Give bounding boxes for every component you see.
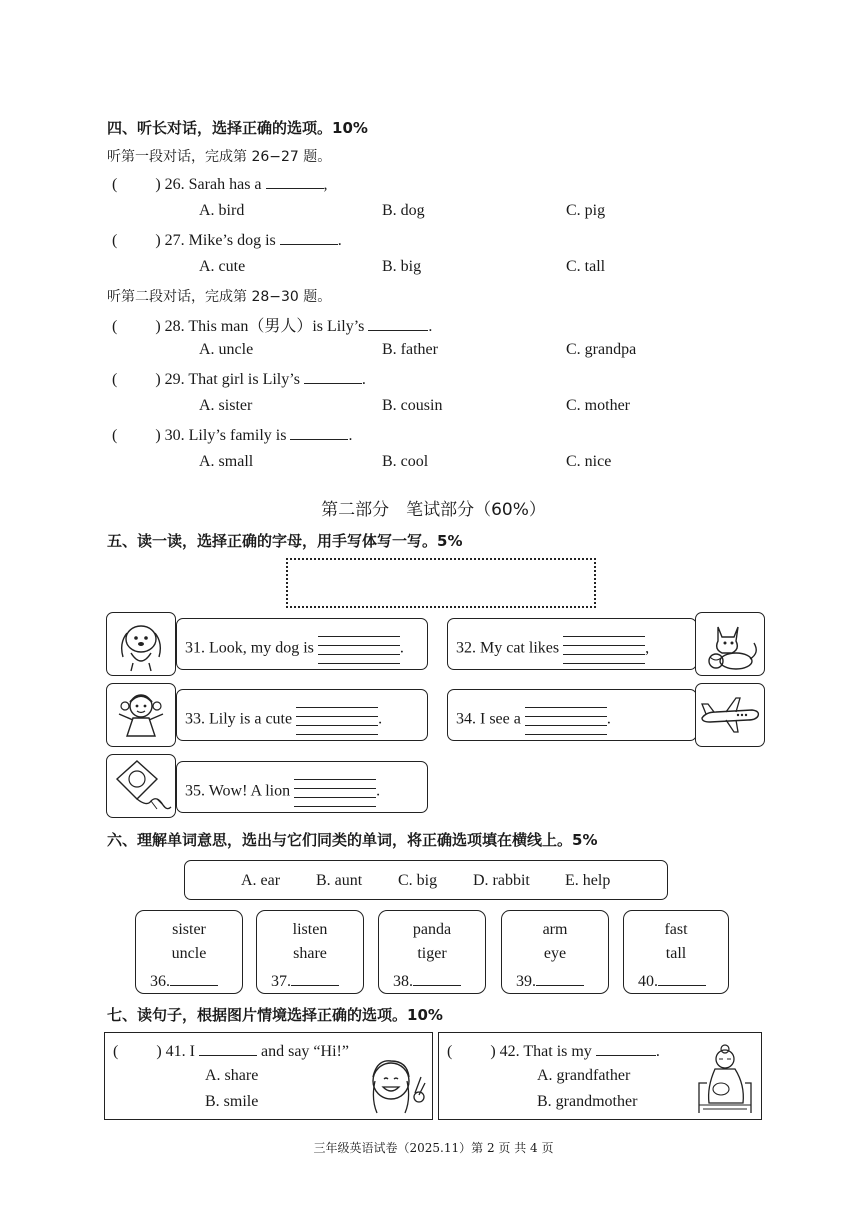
section-5-title: 五、读一读，选择正确的字母，用手写体写一写。5% <box>107 532 463 550</box>
answer-blank[interactable] <box>368 316 428 331</box>
kite-icon <box>106 754 176 818</box>
punct: . <box>399 639 404 657</box>
word-option-d: D. rabbit <box>473 872 530 889</box>
question-29: ( ) 29. That girl is Lily’s . <box>112 371 366 388</box>
group-word: eye <box>543 945 567 962</box>
part-2-title: 第二部分 笔试部分（60%） <box>321 500 546 520</box>
cat-icon <box>695 612 765 676</box>
handwriting-lines[interactable] <box>294 777 376 807</box>
punct: , <box>645 639 650 657</box>
option-42-b: B. grandmother <box>537 1093 638 1110</box>
answer-blank[interactable] <box>413 971 461 986</box>
word-group-37 <box>256 910 364 994</box>
group-word: listen <box>292 921 328 938</box>
punct: . <box>378 710 383 728</box>
option-29-b: B. cousin <box>382 397 443 414</box>
section-4-part2-instruction: 听第二段对话，完成第 28−30 题。 <box>107 289 332 305</box>
punct: . <box>606 710 611 728</box>
handwriting-lines[interactable] <box>563 634 645 664</box>
word-group-39 <box>501 910 609 994</box>
option-41-a: A. share <box>205 1067 259 1084</box>
airplane-icon <box>695 683 765 747</box>
option-27-c: C. tall <box>566 258 606 275</box>
question-number: 38. <box>393 973 413 990</box>
answer-blank[interactable] <box>290 425 348 440</box>
handwriting-lines[interactable] <box>296 705 378 735</box>
question-34-text: 34. I see a <box>456 710 521 728</box>
option-28-a: A. uncle <box>199 341 254 358</box>
page-footer: 三年级英语试卷（2025.11）第 2 页 共 4 页 <box>313 1141 554 1155</box>
option-30-a: A. small <box>199 453 254 470</box>
section-4-part1-instruction: 听第一段对话，完成第 26−27 题。 <box>107 149 332 165</box>
group-word: sister <box>172 921 206 938</box>
question-41-stem: 41. I <box>165 1043 195 1060</box>
question-number: 40. <box>638 973 658 990</box>
option-28-c: C. grandpa <box>566 341 637 358</box>
word-option-a: A. ear <box>241 872 281 889</box>
question-32-text: 32. My cat likes <box>456 639 560 657</box>
option-29-a: A. sister <box>199 397 253 414</box>
letter-choice-box <box>286 558 596 608</box>
answer-blank[interactable] <box>266 174 324 189</box>
answer-blank[interactable] <box>536 971 584 986</box>
answer-blank[interactable] <box>304 369 362 384</box>
question-29-stem: 29. That girl is Lily’s <box>164 371 300 388</box>
word-group-36 <box>135 910 243 994</box>
punct: . <box>348 427 353 444</box>
group-word: tall <box>665 945 687 962</box>
word-option-e: E. help <box>565 872 611 889</box>
option-26-a: A. bird <box>199 202 245 219</box>
question-28-stem: 28. This man（男人）is Lily’s <box>164 318 365 335</box>
grandmother-icon <box>689 1043 755 1122</box>
question-42-stem: 42. That is my <box>499 1043 592 1060</box>
handwriting-lines[interactable] <box>525 705 607 735</box>
question-31-box <box>176 618 428 670</box>
question-33-text: 33. Lily is a cute <box>185 710 293 728</box>
answer-blank[interactable] <box>291 971 339 986</box>
word-options-box <box>184 860 668 900</box>
option-30-b: B. cool <box>382 453 429 470</box>
handwriting-lines[interactable] <box>318 634 400 664</box>
word-group-38 <box>378 910 486 994</box>
question-28: ( ) 28. This man（男人）is Lily’s . <box>112 318 433 335</box>
group-word: tiger <box>417 945 447 962</box>
option-27-b: B. big <box>382 258 422 275</box>
option-29-c: C. mother <box>566 397 630 414</box>
group-word: fast <box>664 921 688 938</box>
question-34-box <box>447 689 697 741</box>
group-word: share <box>293 945 327 962</box>
group-word: arm <box>542 921 568 938</box>
section-4-title: 四、听长对话，选择正确的选项。10% <box>107 119 368 137</box>
word-group-40 <box>623 910 729 994</box>
group-word: panda <box>412 921 452 938</box>
girl-icon <box>106 683 176 747</box>
question-number: 37. <box>271 973 291 990</box>
question-30-stem: 30. Lily’s family is <box>164 427 287 444</box>
question-32-box <box>447 618 697 670</box>
word-option-b: B. aunt <box>316 872 363 889</box>
option-42-a: A. grandfather <box>537 1067 631 1084</box>
question-27-stem: 27. Mike’s dog is <box>164 232 276 249</box>
question-30: ( ) 30. Lily’s family is . <box>112 427 353 444</box>
question-31-text: 31. Look, my dog is <box>185 639 314 657</box>
dog-icon <box>106 612 176 676</box>
question-41-box: ( ) 41. I and say “Hi!” A. share B. smile <box>104 1032 433 1120</box>
option-28-b: B. father <box>382 341 438 358</box>
question-33-box <box>176 689 428 741</box>
punct: . <box>376 782 381 800</box>
question-35-box <box>176 761 428 813</box>
answer-blank[interactable] <box>596 1041 656 1056</box>
option-41-b: B. smile <box>205 1093 259 1110</box>
punct: . <box>655 1043 660 1060</box>
option-26-b: B. dog <box>382 202 425 219</box>
answer-blank[interactable] <box>170 971 218 986</box>
punct: . <box>337 232 342 249</box>
punct: . <box>361 371 366 388</box>
option-30-c: C. nice <box>566 453 612 470</box>
question-27: ( ) 27. Mike’s dog is . <box>112 232 342 249</box>
option-26-c: C. pig <box>566 202 606 219</box>
question-number: 39. <box>516 973 536 990</box>
question-42-box: ( ) 42. That is my . A. grandfather B. grandmother <box>438 1032 762 1120</box>
answer-blank[interactable] <box>280 230 338 245</box>
question-26-stem: 26. Sarah has a <box>164 176 262 193</box>
question-number: 36. <box>150 973 170 990</box>
section-7-title: 七、读句子，根据图片情境选择正确的选项。10% <box>107 1006 443 1024</box>
option-27-a: A. cute <box>199 258 246 275</box>
question-41-tail: and say “Hi!” <box>260 1043 349 1060</box>
answer-blank[interactable] <box>199 1041 257 1056</box>
word-option-c: C. big <box>398 872 438 889</box>
question-35-text: 35. Wow! A lion <box>185 782 291 800</box>
answer-blank[interactable] <box>658 971 706 986</box>
section-6-title: 六、理解单词意思，选出与它们同类的单词，将正确选项填在横线上。5% <box>107 831 598 849</box>
punct: . <box>428 318 433 335</box>
punct: , <box>323 176 328 193</box>
question-26: ( ) 26. Sarah has a , <box>112 176 328 193</box>
group-word: uncle <box>171 945 207 962</box>
smiling-girl-icon <box>363 1055 429 1122</box>
